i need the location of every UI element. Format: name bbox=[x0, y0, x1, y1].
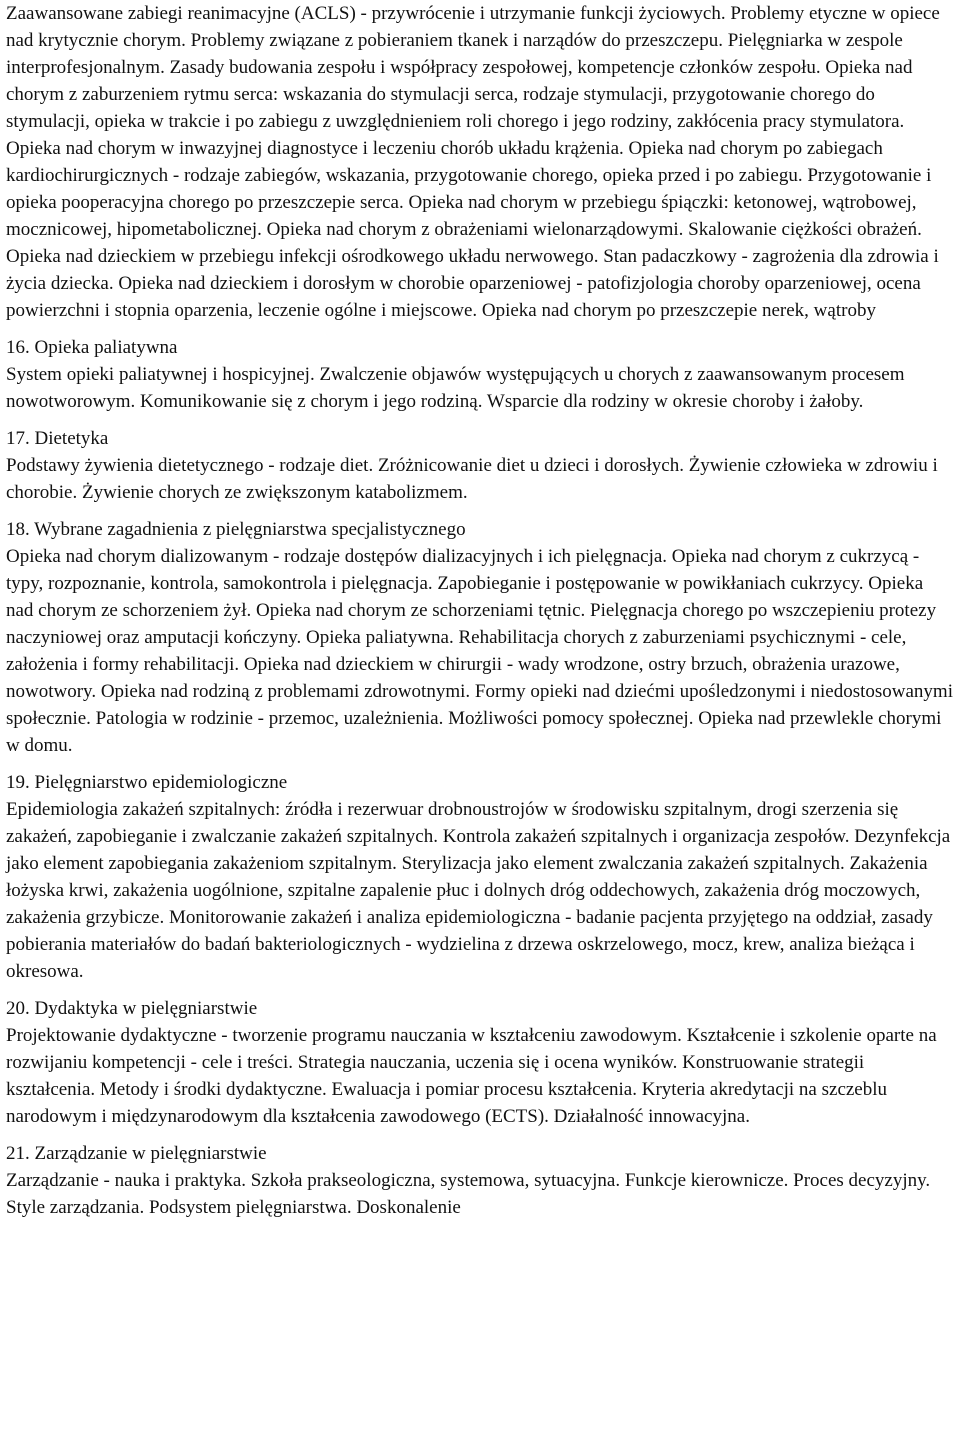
section-heading: 20. Dydaktyka w pielęgniarstwie bbox=[6, 998, 258, 1019]
section-body: Projektowanie dydaktyczne - tworzenie programu nauczania w kształceniu zawodowym. Kształcenie i szkolenie oparte na rozwijaniu kompetencji - cele i treści. Strategia nauczania, uczenia się i ocena wyników. Konstruowanie strategii kształcenia. Metody i środki dydaktyczne. Ewaluacja i pomiar procesu kształcenia. Kryteria akredytacji na szczeblu narodowym i międzynarodowym dla kształcenia zawodowego (ECTS). Działalność innowacyjna. bbox=[6, 1025, 937, 1127]
section-19 bbox=[6, 769, 954, 985]
section-17 bbox=[6, 425, 954, 506]
section-20 bbox=[6, 995, 954, 1130]
section-heading: 16. Opieka paliatywna bbox=[6, 337, 178, 358]
section-body: Zarządzanie - nauka i praktyka. Szkoła prakseologiczna, systemowa, sytuacyjna. Funkcje kierownicze. Proces decyzyjny. Style zarządzania. Podsystem pielęgniarstwa. Doskonalenie bbox=[6, 1170, 931, 1218]
section-heading: 19. Pielęgniarstwo epidemiologiczne bbox=[6, 772, 288, 793]
section-16 bbox=[6, 334, 954, 415]
section-body: System opieki paliatywnej i hospicyjnej. Zwalczenie objawów występujących u chorych z zaawansowanym procesem nowotworowym. Komunikowanie się z chorym i jego rodziną. Wsparcie dla rodziny w okresie choroby i żałoby. bbox=[6, 364, 905, 412]
section-heading: 17. Dietetyka bbox=[6, 428, 109, 449]
intro-paragraph: Zaawansowane zabiegi reanimacyjne (ACLS) - przywrócenie i utrzymanie funkcji życiowych. Problemy etyczne w opiece nad krytycznie chorym. Problemy związane z pobieraniem tkanek i narządów do przeszczepu. Pielęgniarka w zespole interprofesjonalnym. Zasady budowania zespołu i współpracy zespołowej, kompetencje członków zespołu. Opieka nad chorym z zaburzeniem rytmu serca: wskazania do stymulacji serca, rodzaje stymulacji, przygotowanie chorego do stymulacji, opieka w trakcie i po zabiegu z uwzględnieniem roli chorego i jego rodziny, zakłócenia pracy stymulatora. Opieka nad chorym w inwazyjnej diagnostyce i leczeniu chorób układu krążenia. Opieka nad chorym po zabiegach kardiochirurgicznych - rodzaje zabiegów, wskazania, przygotowanie chorego, opieka przed i po zabiegu. Przygotowanie i opieka pooperacyjna chorego po przeszczepie serca. Opieka nad chorym w przebiegu śpiączki: ketonowej, wątrobowej, mocznicowej, hipometabolicznej. Opieka nad chorym z obrażeniami wielonarządowymi. Skalowanie ciężkości obrażeń. Opieka nad dzieckiem w przebiegu infekcji ośrodkowego układu nerwowego. Stan padaczkowy - zagrożenia dla zdrowia i życia dziecka. Opieka nad dzieckiem i dorosłym w chorobie oparzeniowej - patofizjologia choroby oparzeniowej, ocena powierzchni i stopnia oparzenia, leczenie ogólne i miejscowe. Opieka nad chorym po przeszczepie nerek, wątroby bbox=[6, 3, 940, 321]
section-21 bbox=[6, 1140, 954, 1221]
section-body: Opieka nad chorym dializowanym - rodzaje dostępów dializacyjnych i ich pielęgnacja. Opieka nad chorym z cukrzycą - typy, rozpoznanie, kontrola, samokontrola i pielęgnacja. Zapobieganie i postępowanie w powikłaniach cukrzycy. Opieka nad chorym ze schorzeniem żył. Opieka nad chorym ze schorzeniami tętnic. Pielęgnacja chorego po wszczepieniu protezy naczyniowej oraz amputacji kończyny. Opieka paliatywna. Rehabilitacja chorych z zaburzeniami psychicznymi - cele, założenia i formy rehabilitacji. Opieka nad dzieckiem w chirurgii - wady wrodzone, ostry brzuch, obrażenia urazowe, nowotwory. Opieka nad rodziną z problemami zdrowotnymi. Formy opieki nad dziećmi upośledzonymi i niedostosowanymi społecznie. Patologia w rodzinie - przemoc, uzależnienia. Możliwości pomocy społecznej. Opieka nad przewlekle chorymi w domu. bbox=[6, 546, 953, 756]
section-heading: 18. Wybrane zagadnienia z pielęgniarstwa specjalistycznego bbox=[6, 519, 466, 540]
section-18 bbox=[6, 516, 954, 759]
section-heading: 21. Zarządzanie w pielęgniarstwie bbox=[6, 1143, 267, 1164]
section-body: Podstawy żywienia dietetycznego - rodzaje diet. Zróżnicowanie diet u dzieci i dorosłych. Żywienie człowieka w zdrowiu i chorobie. Żywienie chorych ze zwiększonym katabolizmem. bbox=[6, 455, 938, 503]
section-body: Epidemiologia zakażeń szpitalnych: źródła i rezerwuar drobnoustrojów w środowisku szpitalnym, drogi szerzenia się zakażeń, zapobieganie i zwalczanie zakażeń szpitalnych. Kontrola zakażeń szpitalnych i organizacja zespołów. Dezynfekcja jako element zapobiegania zakażeniom szpitalnym. Sterylizacja jako element zwalczania zakażeń szpitalnych. Zakażenia łożyska krwi, zakażenia uogólnione, szpitalne zapalenie płuc i dolnych dróg oddechowych, zakażenia dróg moczowych, zakażenia grzybicze. Monitorowanie zakażeń i analiza epidemiologiczna - badanie pacjenta przyjętego na oddział, zasady pobierania materiałów do badań bakteriologicznych - wydzielina z drzewa oskrzelowego, mocz, krew, analiza bieżąca i okresowa. bbox=[6, 799, 951, 982]
